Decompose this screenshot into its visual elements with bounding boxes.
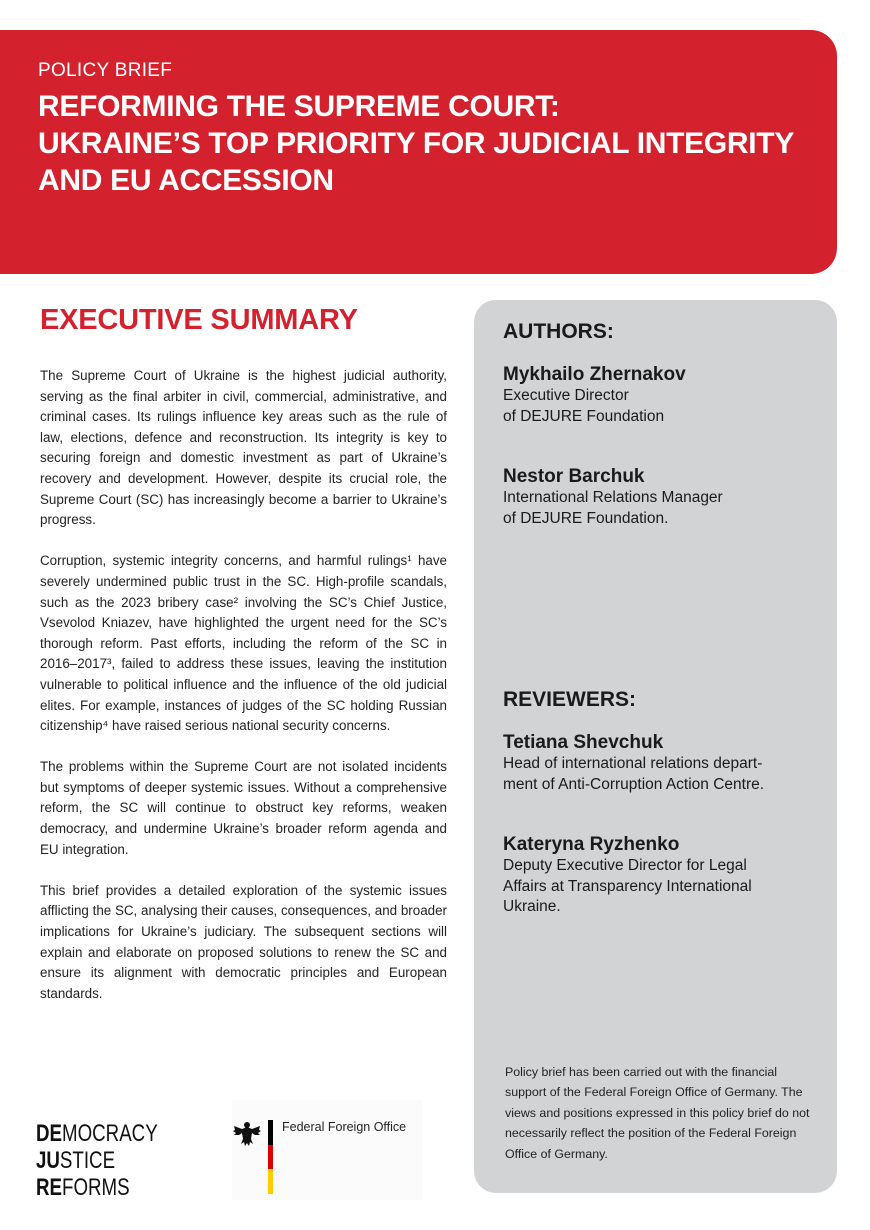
title-line: REFORMING THE SUPREME COURT: xyxy=(38,90,560,123)
federal-foreign-office-logo xyxy=(232,1100,422,1200)
federal-eagle-icon xyxy=(232,1120,262,1148)
author-name: Mykhailo Zhernakov xyxy=(503,364,686,385)
title-line: UKRAINE’S TOP PRIORITY FOR JUDICIAL INTEGRITY xyxy=(38,127,795,160)
reviewer-name: Tetiana Shevchuk xyxy=(503,732,664,753)
author-role-line: of DEJURE Foundation xyxy=(503,407,665,425)
reviewer-role-line: Affairs at Transparency International xyxy=(503,877,752,895)
flag-band-black xyxy=(268,1120,273,1145)
summary-paragraph: Corruption, systemic integrity concerns, and harmful rulings¹ have severely undermined public trust in the SC. High-profile scandals, such as the 2023 bribery case² involving the SC’s Chief Justice, Vsevolod Kniazev, have highlighted the urgent need for the SC’s thorough reform. Past efforts, including the reform of the SC in 2016–2017³, failed to address these issues, leaving the institution vulnerable to political influence and the influence of the old judicial elites. For example, instances of judges of the SC holding Russian citizenship⁴ have raised serious national security concerns. xyxy=(40,553,447,734)
federal-foreign-office-label: Federal Foreign Office xyxy=(282,1120,407,1134)
logo-line: DEMOCRACY xyxy=(36,1120,158,1147)
logo-line: REFORMS xyxy=(36,1174,130,1201)
logo-line: JUSTICE xyxy=(36,1147,116,1174)
author-role xyxy=(503,386,813,427)
title-line: AND EU ACCESSION xyxy=(38,164,334,197)
executive-summary-body xyxy=(40,366,447,1025)
reviewer-name: Kateryna Ryzhenko xyxy=(503,834,680,855)
author-role-line: International Relations Manager xyxy=(503,489,723,506)
reviewer-role xyxy=(503,754,813,795)
document-title xyxy=(38,88,818,199)
reviewer-role-line: Deputy Executive Director for Legal xyxy=(503,857,747,874)
document-type-label: POLICY BRIEF xyxy=(38,60,173,81)
flag-band-gold xyxy=(268,1169,273,1194)
reviewer-role-line: Ukraine. xyxy=(503,898,561,915)
reviewer-role-line: Head of international relations depart- xyxy=(503,755,763,772)
authors-heading: AUTHORS: xyxy=(503,320,614,343)
summary-paragraph: This brief provides a detailed exploration of the systemic issues afflicting the SC, analysing their causes, consequences, and broader implications for Ukraine’s judiciary. The subsequent sections will explain and elaborate on proposed solutions to renew the SC and ensure its alignment with democratic principles and European standards. xyxy=(40,882,447,1001)
democracy-justice-reforms-logo xyxy=(36,1120,158,1201)
summary-paragraph: The problems within the Supreme Court are not isolated incidents but symptoms of deeper systemic issues. Without a comprehensive reform, the SC will continue to obstruct key reforms, weaken democracy, and undermine Ukraine’s broader reform agenda and EU integration. xyxy=(40,759,447,857)
executive-summary-heading: EXECUTIVE SUMMARY xyxy=(40,304,358,336)
reviewer-role-line: ment of Anti-Corruption Action Centre. xyxy=(503,775,765,793)
author-name: Nestor Barchuk xyxy=(503,466,645,487)
author-role-line: Executive Director xyxy=(503,387,629,404)
author-role xyxy=(503,488,813,529)
reviewer-role xyxy=(503,856,813,918)
funding-disclaimer: Policy brief has been carried out with the financial support of the Federal Foreign Office of Germany. The views and positions expressed in this policy brief do not necessarily reflect the position of the Federal Foreign Office of Germany. xyxy=(505,1065,810,1161)
author-role-line: of DEJURE Foundation. xyxy=(503,509,669,527)
flag-band-red xyxy=(268,1145,273,1170)
summary-paragraph: The Supreme Court of Ukraine is the highest judicial authority, serving as the final arbiter in civil, commercial, administrative, and criminal cases. Its rulings influence key areas such as the rule of law, elections, defence and reconstruction. Its integrity is key to securing foreign and domestic investment as part of Ukraine’s recovery and development. However, despite its crucial role, the Supreme Court (SC) has increasingly become a barrier to Ukraine’s progress. xyxy=(40,368,447,528)
german-flag-stripe xyxy=(268,1120,273,1194)
reviewers-heading: REVIEWERS: xyxy=(503,688,637,711)
